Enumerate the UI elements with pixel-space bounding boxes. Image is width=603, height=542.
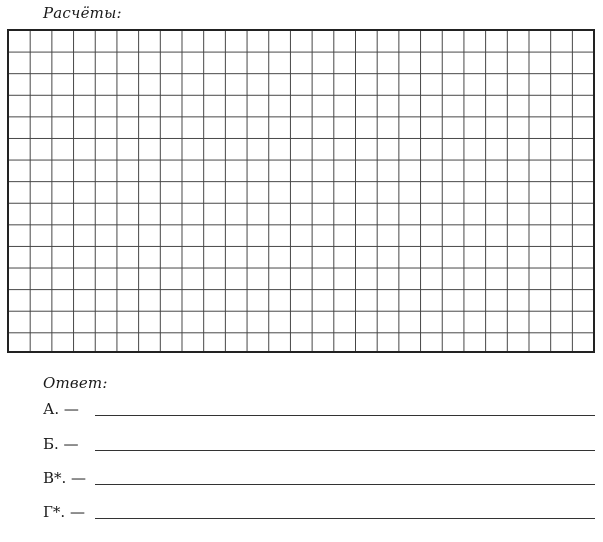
answer-row-b [43, 433, 595, 457]
answer-row-v [43, 467, 595, 491]
answer-line-g[interactable] [95, 518, 595, 519]
calculations-heading: Расчёты: [43, 4, 122, 22]
answer-line-a[interactable] [95, 415, 595, 416]
answer-label-v: В*. — [43, 469, 87, 487]
answer-label-a: А. — [43, 400, 79, 418]
answer-line-v[interactable] [95, 484, 595, 485]
answer-row-g [43, 501, 595, 525]
answer-label-b: Б. — [43, 435, 79, 453]
answer-row-a [43, 398, 595, 422]
calculation-grid[interactable] [7, 29, 595, 353]
answer-line-b[interactable] [95, 450, 595, 451]
answer-heading: Ответ: [43, 374, 108, 392]
answer-label-g: Г*. — [43, 503, 85, 521]
